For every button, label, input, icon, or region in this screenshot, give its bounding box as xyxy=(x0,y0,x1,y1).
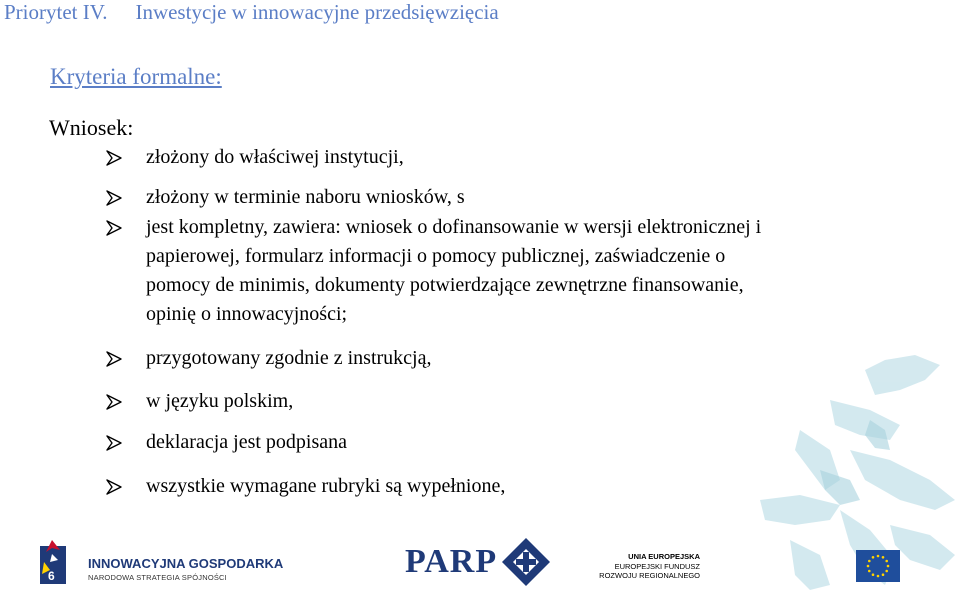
list-item xyxy=(106,428,926,457)
header-priority: Priorytet IV. xyxy=(4,0,108,24)
list-item-text: przygotowany zgodnie z instrukcją, xyxy=(146,347,432,369)
list-item-text-line: jest kompletny, zawiera: wniosek o dofinansowanie w wersji elektronicznej i xyxy=(146,216,762,238)
parp-text: PARP xyxy=(405,543,498,580)
list-item xyxy=(106,213,926,329)
arrow-bullet-icon xyxy=(106,394,122,410)
wniosek-label: Wniosek: xyxy=(49,115,134,140)
list-item xyxy=(106,143,926,172)
eu-line-2: EUROPEJSKI FUNDUSZ xyxy=(614,562,700,571)
list-item-text: złożony do właściwej instytucji, xyxy=(146,146,404,168)
list-item xyxy=(106,344,926,373)
header-subject: Inwestycje w innowacyjne przedsięwzięcia xyxy=(135,0,499,24)
list-item-text-line: opinię o innowacyjności; xyxy=(146,303,348,325)
list-item xyxy=(106,472,926,501)
arrow-bullet-icon xyxy=(106,479,122,495)
list-item-text-line: papierowej, formularz informacji o pomocy publicznej, zaświadczenie o xyxy=(146,245,726,267)
list-item-text: wszystkie wymagane rubryki są wypełnione, xyxy=(146,475,506,497)
parp-diamond-icon xyxy=(500,537,552,587)
svg-text:6: 6 xyxy=(48,569,55,583)
parp-logo xyxy=(405,535,565,587)
list-item xyxy=(106,387,926,416)
slide-header xyxy=(4,0,499,25)
list-item-text: w języku polskim, xyxy=(146,390,294,412)
ig-title: INNOWACYJNA GOSPODARKA xyxy=(88,556,284,571)
arrow-bullet-icon xyxy=(106,220,122,236)
list-item-text: deklaracja jest podpisana xyxy=(146,431,348,453)
list-item xyxy=(106,183,926,212)
list-item-text-line: pomocy de minimis, dokumenty potwierdzające zewnętrzne finansowanie, xyxy=(146,274,744,296)
section-title: Kryteria formalne: xyxy=(50,64,222,89)
eu-flag-icon xyxy=(856,550,900,582)
list-item-text: złożony w terminie naboru wniosków, s xyxy=(146,186,465,208)
ig-emblem-icon xyxy=(38,540,72,586)
eu-line-1: UNIA EUROPEJSKA xyxy=(628,552,700,561)
arrow-bullet-icon xyxy=(106,435,122,451)
eu-line-3: ROZWOJU REGIONALNEGO xyxy=(599,571,700,580)
arrow-bullet-icon xyxy=(106,150,122,166)
arrow-bullet-icon xyxy=(106,190,122,206)
criteria-list xyxy=(106,143,926,501)
arrow-bullet-icon xyxy=(106,351,122,367)
ig-subtitle: NARODOWA STRATEGIA SPÓJNOŚCI xyxy=(88,573,227,582)
